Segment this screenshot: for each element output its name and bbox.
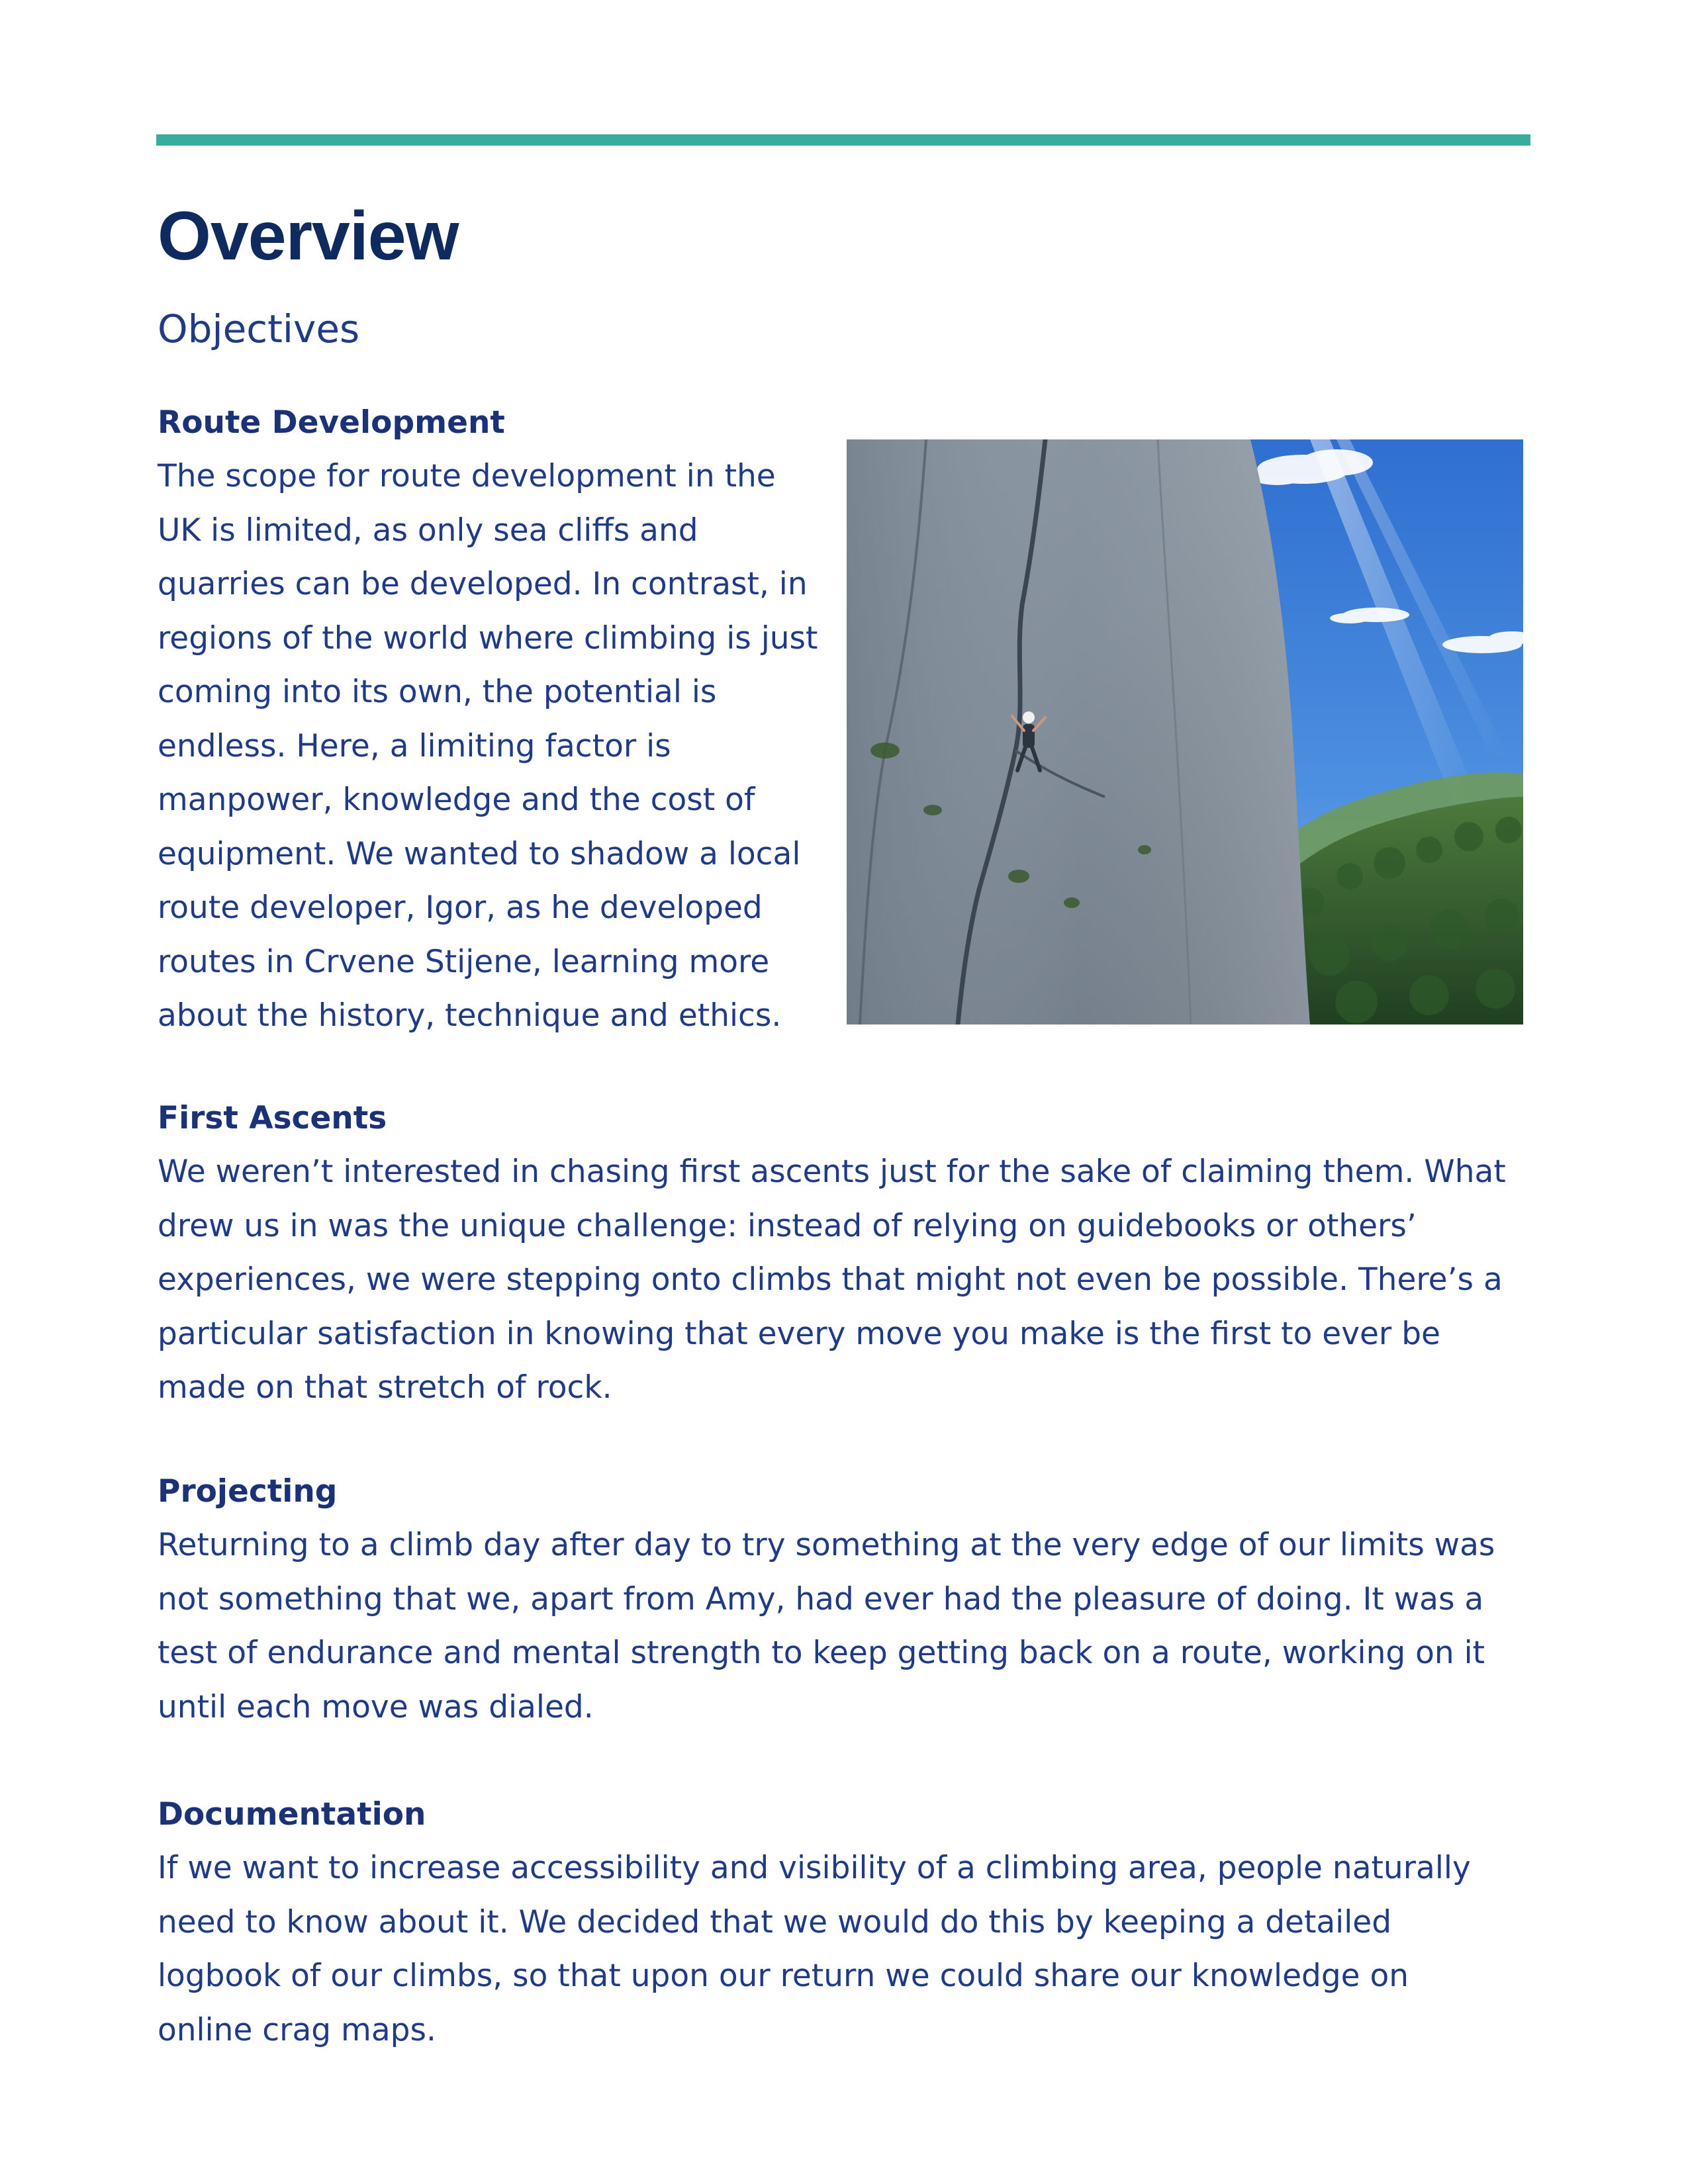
route-development-section xyxy=(158,396,839,1043)
paragraph-line: until each move was dialed. xyxy=(158,1688,594,1725)
paragraph-line: quarries can be developed. In contrast, in xyxy=(158,566,808,602)
paragraph-line: If we want to increase accessibility and visibility of a climbing area, people naturally xyxy=(158,1850,1471,1886)
first-ascents-heading: First Ascents xyxy=(158,1100,387,1136)
section-subtitle: Objectives xyxy=(158,306,360,351)
first-ascents-section xyxy=(158,1091,1541,1415)
paragraph-line: test of endurance and mental strength to keep getting back on a route, working on it xyxy=(158,1635,1485,1671)
paragraph-line: logbook of our climbs, so that upon our return we could share our knowledge on xyxy=(158,1958,1409,1994)
paragraph-line: endless. Here, a limiting factor is xyxy=(158,727,671,764)
paragraph-line: drew us in was the unique challenge: instead of relying on guidebooks or others’ xyxy=(158,1207,1417,1244)
paragraph-line: about the history, technique and ethics. xyxy=(158,997,782,1034)
paragraph-line: equipment. We wanted to shadow a local xyxy=(158,835,801,872)
paragraph-line: route developer, Igor, as he developed xyxy=(158,889,763,926)
paragraph-line: routes in Crvene Stijene, learning more xyxy=(158,943,770,980)
paragraph-line: made on that stretch of rock. xyxy=(158,1369,612,1406)
paragraph-line: The scope for route development in the xyxy=(158,458,776,494)
first-ascents-paragraph xyxy=(158,1145,1541,1415)
paragraph-line: not something that we, apart from Amy, had ever had the pleasure of doing. It was a xyxy=(158,1580,1484,1617)
paragraph-line: coming into its own, the potential is xyxy=(158,674,717,710)
paragraph-line: need to know about it. We decided that we would do this by keeping a detailed xyxy=(158,1903,1392,1940)
paragraph-line: Returning to a climb day after day to try something at the very edge of our limits was xyxy=(158,1527,1495,1563)
documentation-section xyxy=(158,1788,1541,2057)
paragraph-line: regions of the world where climbing is just xyxy=(158,619,818,657)
paragraph-line: experiences, we were stepping onto climbs that might not even be possible. There’s a xyxy=(158,1261,1503,1298)
documentation-paragraph xyxy=(158,1841,1541,2057)
paragraph-line: We weren’t interested in chasing first ascents just for the sake of claiming them. What xyxy=(158,1154,1506,1190)
paragraph-line: UK is limited, as only sea cliffs and xyxy=(158,512,698,549)
projecting-paragraph xyxy=(158,1518,1541,1734)
climbing-photo xyxy=(847,439,1523,1024)
projecting-section xyxy=(158,1465,1541,1734)
route-development-heading: Route Development xyxy=(158,404,505,441)
documentation-heading: Documentation xyxy=(158,1796,426,1833)
route-development-paragraph xyxy=(158,449,839,1043)
projecting-heading: Projecting xyxy=(158,1473,338,1510)
page-title: Overview xyxy=(158,198,459,275)
top-accent-rule xyxy=(156,134,1530,146)
paragraph-line: online crag maps. xyxy=(158,2011,436,2048)
paragraph-line: particular satisfaction in knowing that every move you make is the first to ever be xyxy=(158,1315,1440,1352)
paragraph-line: manpower, knowledge and the cost of xyxy=(158,782,755,818)
